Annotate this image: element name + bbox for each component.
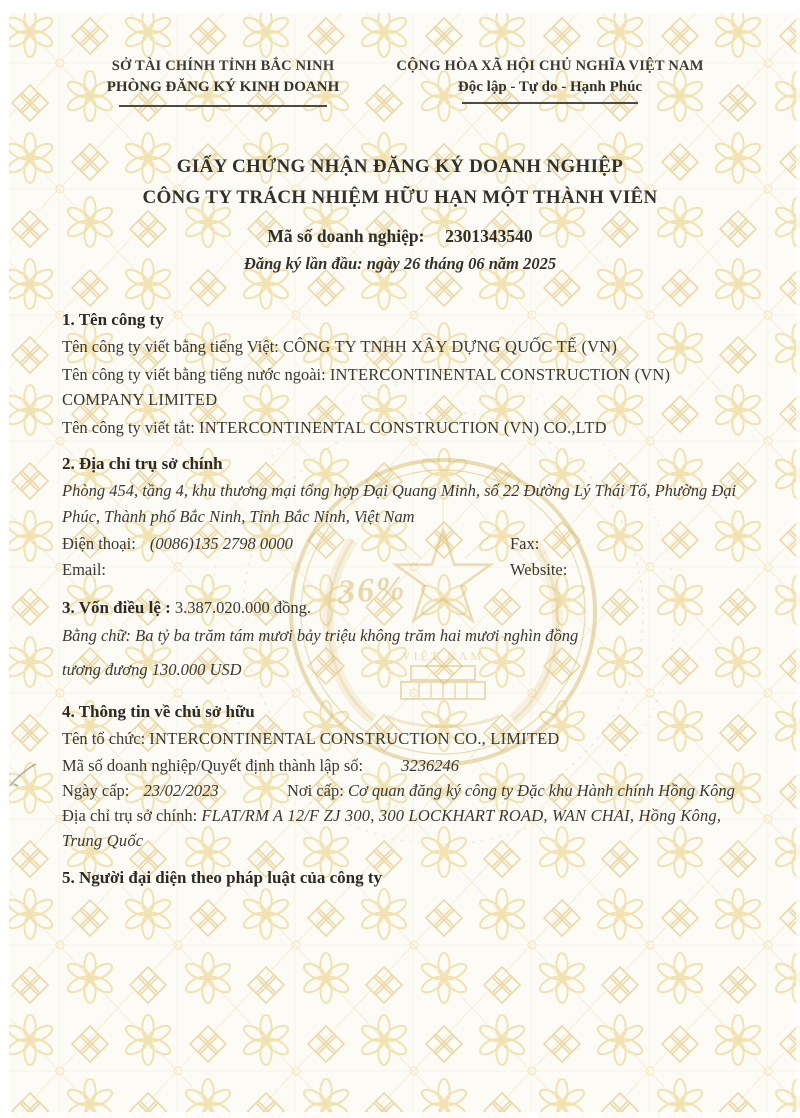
email-label: Email: <box>62 560 106 579</box>
issuer-name: SỞ TÀI CHÍNH TỈNH BẮC NINH <box>111 58 335 74</box>
issue-date-label: Ngày cấp: <box>62 780 130 800</box>
issue-date-value: 23/02/2023 <box>143 780 219 800</box>
owner-code-value: 3236246 <box>401 756 459 775</box>
company-name-short-label: Tên công ty viết tắt: <box>62 417 195 437</box>
owner-code-label: Mã số doanh nghiệp/Quyết định thành lập số: <box>62 756 364 775</box>
email-cell <box>62 557 510 583</box>
section-1-heading: 1. Tên công ty <box>62 310 164 329</box>
document-title <box>0 151 800 213</box>
national-title: CỘNG HÒA XÃ HỘI CHỦ NGHĨA VIỆT NAM <box>396 58 704 74</box>
section-5-heading: 5. Người đại diện theo pháp luật của công ty <box>62 867 382 887</box>
charter-capital-value: 3.387.020.000 đồng. <box>174 598 312 617</box>
title-line-1: GIẤY CHỨNG NHẬN ĐĂNG KÝ DOANH NGHIỆP <box>176 156 624 177</box>
scan-edge-left <box>0 0 9 1118</box>
scan-artifact-mark <box>4 750 44 800</box>
issuer-underline <box>119 105 327 107</box>
company-name-foreign-row <box>62 362 744 413</box>
owner-org-value: INTERCONTINENTAL CONSTRUCTION CO., LIMITED <box>149 728 560 748</box>
title-line-2: CÔNG TY TRÁCH NHIỆM HỮU HẠN MỘT THÀNH VIÊN <box>142 187 658 208</box>
emblem-banner-text: VIỆT NAM <box>401 649 485 663</box>
issuer-office: PHÒNG ĐĂNG KÝ KINH DOANH <box>106 79 340 95</box>
website-cell <box>510 557 744 583</box>
fax-label: Fax: <box>510 534 540 553</box>
scan-edge-top <box>0 0 800 13</box>
fax-cell <box>510 531 744 557</box>
issue-place-value: Cơ quan đăng ký công ty Đặc khu Hành chính Hồng Kông <box>347 780 735 800</box>
capital-in-words: Bằng chữ: Ba tỷ ba trăm tám mươi bảy triệu không trăm hai mươi nghìn đồng <box>62 625 579 645</box>
certificate-body <box>0 310 800 888</box>
issuing-authority-block <box>92 58 354 107</box>
enterprise-code-line <box>0 226 800 247</box>
phone-value: (0086)135 2798 0000 <box>149 534 293 553</box>
email-website-row <box>62 557 744 583</box>
phone-label: Điện thoại: <box>62 534 136 553</box>
scan-edge-right <box>796 0 800 1118</box>
issue-date-place-row <box>62 781 744 801</box>
national-motto-block <box>358 58 742 107</box>
charter-capital-row <box>62 595 744 621</box>
section-2-heading: 2. Địa chỉ trụ sở chính <box>62 454 223 473</box>
company-name-foreign-label: Tên công ty viết bằng tiếng nước ngoài: <box>62 364 326 384</box>
company-name-vn-label: Tên công ty viết bằng tiếng Việt: <box>62 337 279 356</box>
issue-date-cell <box>62 781 287 801</box>
first-registration-line: Đăng ký lần đầu: ngày 26 tháng 06 năm 2025 <box>243 254 557 273</box>
owner-code-row <box>62 753 744 779</box>
section-4-heading: 4. Thông tin về chủ sở hữu <box>62 701 255 721</box>
security-watermark-text: 36% <box>336 569 408 612</box>
head-office-address: Phòng 454, tầng 4, khu thương mại tổng hợp Đại Quang Minh, số 22 Đường Lý Thái Tổ, Phường Đại Phúc, Thành phố Bắc Ninh, Tỉnh Bắc Ninh, Việt Nam <box>62 481 737 526</box>
document-header <box>0 0 800 107</box>
capital-equivalent: tương đương 130.000 USD <box>62 660 242 679</box>
enterprise-code-value: 2301343540 <box>445 226 533 246</box>
motto-underline <box>462 102 638 104</box>
company-name-vn-value: CÔNG TY TNHH XÂY DỰNG QUỐC TẾ (VN) <box>282 337 618 356</box>
company-name-vn-row <box>62 334 744 360</box>
phone-fax-row <box>62 531 744 557</box>
scan-edge-bottom <box>0 1112 800 1118</box>
company-name-foreign-value: INTERCONTINENTAL CONSTRUCTION (VN) COMPANY LIMITED <box>62 364 671 409</box>
issue-place-label: Nơi cấp: <box>287 780 344 800</box>
company-name-short-row <box>62 415 744 441</box>
owner-org-label: Tên tổ chức: <box>62 728 146 748</box>
website-label: Website: <box>510 560 568 579</box>
national-motto: Độc lập - Tự do - Hạnh Phúc <box>457 79 643 95</box>
owner-hq-label: Địa chỉ trụ sở chính: <box>62 805 198 825</box>
phone-cell <box>62 531 510 557</box>
owner-org-row <box>62 726 744 752</box>
owner-hq-value: FLAT/RM A 12/F ZJ 300, 300 LOCKHART ROAD, WAN CHAI, Hồng Kông, Trung Quốc <box>62 805 722 850</box>
company-name-short-value: INTERCONTINENTAL CONSTRUCTION (VN) CO.,LTD <box>199 417 607 437</box>
enterprise-code-label: Mã số doanh nghiệp: <box>267 226 425 246</box>
section-3-heading: 3. Vốn điều lệ : <box>62 598 171 617</box>
owner-hq-row <box>62 803 744 854</box>
issue-place-cell <box>287 781 744 801</box>
